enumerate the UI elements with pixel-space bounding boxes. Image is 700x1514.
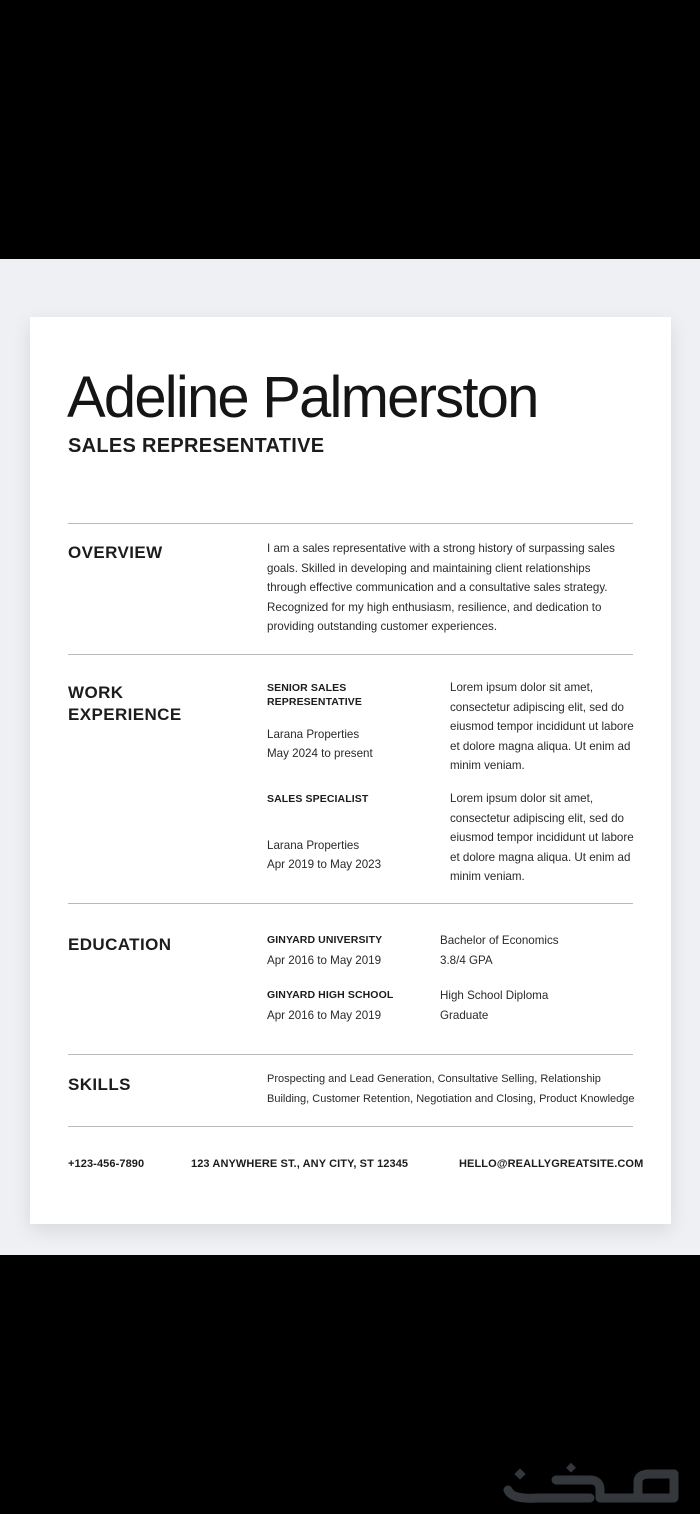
degree: Bachelor of Economics [440,934,559,947]
degree-detail: 3.8/4 GPA [440,954,493,967]
degree: High School Diploma [440,989,549,1002]
footer-address: 123 ANYWHERE ST., ANY CITY, ST 12345 [191,1158,409,1170]
top-black-bar [0,0,700,259]
skills-text: Prospecting and Lead Generation, Consultative Selling, Relationship Building, Customer Retention, Negotiation and Closing, Product Knowledge [267,1073,635,1105]
work-heading-line2: EXPERIENCE [68,705,182,724]
overview-text: I am a sales representative with a strong history of surpassing sales goals. Skilled in developing and maintaining client relationships through effective communication and a consultative sales strategy. Recognized for my high enthusiasm, resilience, and dedication to providing outstanding customer experiences. [267,542,615,633]
footer-email: HELLO@REALLYGREATSITE.COM [459,1158,644,1170]
education-heading: EDUCATION [68,935,172,954]
divider [68,1054,633,1055]
job-title [267,681,362,709]
haraj-logo-watermark [498,1460,683,1505]
divider [68,654,633,655]
resume-page [30,317,671,1224]
work-experience-heading [68,682,182,726]
divider [68,523,633,524]
work-heading-line1: WORK [68,683,124,702]
overview-heading: OVERVIEW [68,543,163,562]
job-company: Larana Properties [267,728,360,741]
school-name: GINYARD UNIVERSITY [267,934,383,946]
job-dates: Apr 2019 to May 2023 [267,858,382,871]
school-name: GINYARD HIGH SCHOOL [267,989,394,1001]
job-description: Lorem ipsum dolor sit amet, consectetur adipiscing elit, sed do eiusmod tempor incididunt ut labore et dolore magna aliqua. Ut enim ad minim veniam. [450,681,634,772]
footer-phone: +123-456-7890 [68,1158,145,1170]
job-title-line1: SENIOR SALES [267,682,347,694]
job-title-line2: REPRESENTATIVE [267,696,362,708]
job-dates: May 2024 to present [267,747,373,760]
skills-heading: SKILLS [68,1075,131,1094]
job-company: Larana Properties [267,839,360,852]
school-dates: Apr 2016 to May 2019 [267,954,382,967]
job-title: SALES SPECIALIST [267,793,369,805]
divider [68,903,633,904]
job-description: Lorem ipsum dolor sit amet, consectetur adipiscing elit, sed do eiusmod tempor incididunt ut labore et dolore magna aliqua. Ut enim ad minim veniam. [450,792,634,883]
degree-detail: Graduate [440,1009,489,1022]
school-dates: Apr 2016 to May 2019 [267,1009,382,1022]
candidate-role: SALES REPRESENTATIVE [68,435,325,457]
candidate-name: Adeline Palmerston [67,365,538,430]
divider [68,1126,633,1127]
